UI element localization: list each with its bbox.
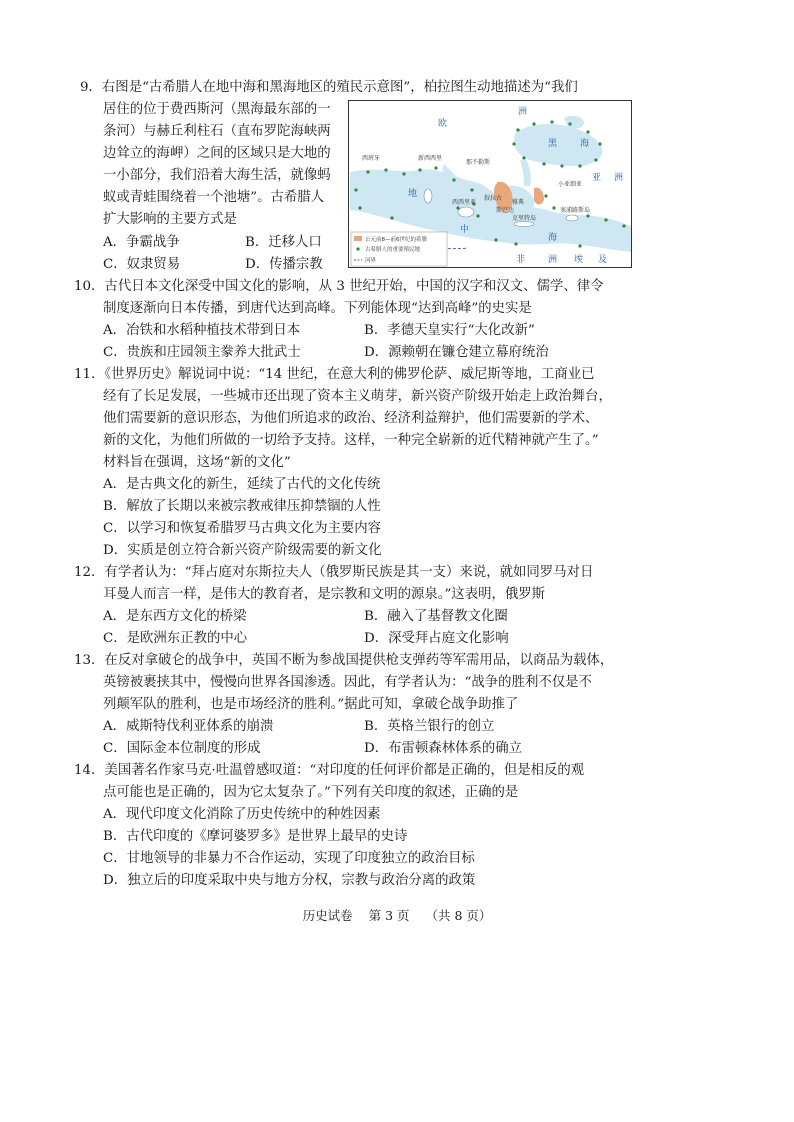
sicily — [458, 207, 474, 217]
map-label-europe2: 洲 — [518, 107, 528, 117]
map-label-xilaxiya: 西西里亚 — [452, 199, 477, 206]
q11-stem-line: 经有了长足发展，一些城市还出现了资本主义萌芽，新兴资产阶级开始走上政治舞台， — [103, 389, 612, 404]
map-label-asia1: 亚 — [592, 173, 602, 183]
q10-option-a: A．冶铁和水稻种植技术带到日本 — [103, 323, 301, 338]
map-label-yadian: 雅典 — [512, 199, 525, 206]
q13-option-c: C．国际金本位制度的形成 — [103, 741, 261, 756]
q10-stem-line: 制度逐渐向日本传播，到唐代达到高峰。下列能体现“达到高峰”的史实是 — [103, 301, 532, 316]
crete — [514, 222, 534, 227]
q12-option-a: A．是东西方文化的桥梁 — [103, 609, 247, 624]
map-label-saipule: 塞浦路斯岛 — [560, 207, 591, 214]
map-label-xiao: 叙拉古 — [484, 195, 503, 202]
footer-page: 第 3 页 — [368, 908, 410, 923]
map-label-fabuzhun: 那不勒斯 — [466, 159, 491, 166]
q9-stem-line: 条河）与赫丘利柱石（直布罗陀海峡两 — [103, 124, 331, 139]
q12-option-d: D．深受拜占庭文化影响 — [364, 631, 509, 646]
q10-option-b: B．孝德天皇实行“大化改新” — [364, 323, 535, 338]
q9-stem-line: 居住的位于费西斯河（黑海最东部的一 — [103, 102, 331, 117]
q14-option-a: A．现代印度文化消除了历史传统中的种姓因素 — [103, 807, 381, 822]
q13-stem-line: 英镑被裹挟其中，慢慢向世界各国渗透。因此，有学者认为：“战争的胜利不仅是不 — [103, 675, 592, 690]
sardinia — [424, 189, 432, 203]
q9-option-b: B．迁移人口 — [245, 235, 322, 250]
q11-option-d: D．实质是创立符合新兴资产阶级需要的新文化 — [103, 543, 382, 558]
greek-colonization-map — [348, 100, 632, 268]
q11-stem-line: 他们需要新的意识形态，为他们所追求的政治、经济利益辩护，他们需要新的学术、 — [103, 411, 599, 426]
q11-stem-line: 11．《世界历史》解说词中说：“14 世纪，在意大利的佛罗伦萨、威尼斯等地，工商业已 — [74, 367, 595, 382]
q11-stem-line: 材料旨在强调，这场“新的文化” — [103, 455, 291, 470]
q10-option-d: D．源赖朝在镰仓建立幕府统治 — [364, 345, 549, 360]
cyprus — [566, 215, 578, 221]
q12-stem-line: 耳曼人而言一样，是伟大的教育者，是宗教和文明的源泉。”这表明，俄罗斯 — [103, 587, 546, 602]
legend-border: 河界 — [365, 258, 377, 264]
map-label-heihai1: 黑 — [548, 139, 558, 149]
q9-stem-line: 扩大影响的主要方式是 — [103, 212, 237, 227]
q10-option-c: C．贵族和庄园领主豢养大批武士 — [103, 345, 301, 360]
map-label-xiaoyaxiya: 小亚细亚 — [558, 181, 583, 188]
q13-stem-line: 列颠军队的胜利，也是市场经济的胜利。”据此可知，拿破仑战争助推了 — [103, 697, 519, 712]
map-label-europe1: 欧 — [438, 119, 448, 129]
map-label-xibanya: 西班牙 — [362, 155, 381, 162]
q9-stem-line: 边耸立的海岬）之间的区域只是大地的 — [103, 146, 331, 161]
q13-stem-line: 13．在反对拿破仑的战争中，英国不断为参战国提供枪支弹药等军需用品，以商品为载体， — [74, 653, 614, 668]
map-label-aiji1: 埃 — [574, 255, 584, 265]
q12-stem-line: 12．有学者认为：“拜占庭对东斯拉夫人（俄罗斯民族是其一支）来说，就如同罗马对日 — [74, 565, 594, 580]
map-label-aiji2: 及 — [598, 255, 608, 265]
q14-stem-line: 14．美国著名作家马克·吐温曾感叹道：“对印度的任何评价都是正确的，但是相反的观 — [74, 763, 585, 778]
q13-option-b: B．英格兰银行的创立 — [364, 719, 495, 734]
map-label-asia2: 洲 — [614, 173, 624, 183]
legend-colony: 古希腊人的重要殖民地 — [365, 247, 421, 253]
q14-option-b: B．古代印度的《摩诃婆罗多》是世界上最早的史诗 — [103, 829, 408, 844]
q13-option-a: A．威斯特伐利亚体系的崩溃 — [103, 719, 274, 734]
q11-stem-line: 新的文化，为他们所做的一切给予支持。这样，一种完全崭新的近代精神就产生了。” — [103, 433, 599, 448]
q14-stem-line: 点可能也是正确的，因为它太复杂了。”下列有关印度的叙述，正确的是 — [103, 785, 519, 800]
page-footer — [0, 906, 794, 926]
map-label-feiyesi: 斯巴达 — [496, 207, 515, 214]
map-label-zhong3: 海 — [548, 233, 558, 243]
q9-option-a: A．争霸战争 — [103, 235, 180, 250]
map-label-kelite: 克里特岛 — [512, 215, 537, 222]
q9-stem-line: 一小部分，我们沿着大海生活，就像蚂 — [103, 168, 331, 183]
q14-option-d: D．独立后的印度采取中央与地方分权，宗教与政治分离的政策 — [103, 873, 476, 888]
map-label-zhong2: 中 — [460, 225, 470, 235]
footer-total: （共 8 页） — [425, 908, 492, 923]
legend-greece: 公元前8—前6世纪的希腊 — [365, 237, 427, 243]
q11-option-b: B．解放了长期以来被宗教戒律压抑禁锢的人性 — [103, 499, 381, 514]
map-legend — [351, 232, 447, 266]
map-label-africa1: 非 — [516, 255, 526, 265]
map-graphic — [348, 100, 632, 268]
q11-option-a: A．是古典文化的新生，延续了古代的文化传统 — [103, 477, 381, 492]
q12-option-b: B．融入了基督教文化圈 — [364, 609, 508, 624]
map-label-africa2: 洲 — [548, 255, 558, 265]
q13-option-d: D．布雷顿森林体系的确立 — [364, 741, 523, 756]
q9-stem-line: 蚁或青蛙围绕着一个池塘”。古希腊人 — [103, 190, 325, 205]
q9-option-c: C．奴隶贸易 — [103, 257, 181, 272]
footer-subject: 历史试卷 — [302, 908, 353, 923]
map-label-heihai2: 海 — [580, 139, 590, 149]
q14-option-c: C．甘地领导的非暴力不合作运动，实现了印度独立的政治目标 — [103, 851, 475, 866]
map-label-zhong1: 地 — [408, 189, 418, 199]
q9-option-d: D．传播宗教 — [245, 257, 323, 272]
q11-option-c: C．以学习和恢复希腊罗马古典文化为主要内容 — [103, 521, 382, 536]
map-label-xinxilasi: 新西西里 — [418, 155, 443, 162]
q10-stem-line: 10．古代日本文化深受中国文化的影响，从 3 世纪开始，中国的汉字和汉文、儒学、律令 — [74, 279, 604, 294]
q12-option-c: C．是欧洲东正教的中心 — [103, 631, 248, 646]
q9-stem-line: 9．右图是“古希腊人在地中海和黑海地区的殖民示意图”，柏拉图生动地描述为“我们 — [80, 80, 578, 95]
